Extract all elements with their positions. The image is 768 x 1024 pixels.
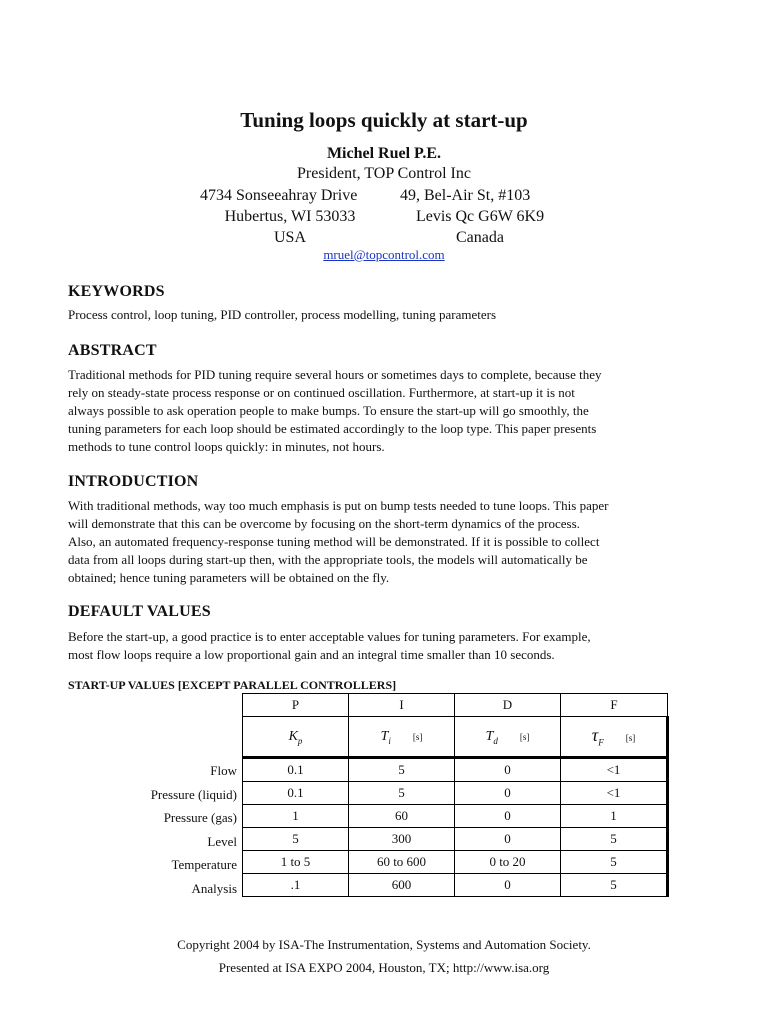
symbol-cell: [349, 717, 455, 758]
paper-title: Tuning loops quickly at start-up: [240, 108, 528, 132]
table-row: [243, 828, 668, 851]
row-label: Pressure (gas): [163, 810, 237, 825]
row-label: Analysis: [191, 880, 237, 896]
table-cell: 5: [561, 851, 668, 874]
text-line: Traditional methods for PID tuning require several hours or sometimes days to complete, because they: [68, 367, 602, 382]
row-label: Level: [207, 833, 237, 849]
table-row-labels: [100, 759, 237, 900]
table-row: [243, 851, 668, 874]
symbol: [381, 729, 391, 744]
copyright-notice: Copyright 2004 by ISA-The Instrumentation, Systems and Automation Society.: [177, 937, 591, 952]
table-cell: 0.1: [243, 782, 349, 805]
table-cell: 5: [243, 828, 349, 851]
table-row: [243, 874, 668, 897]
symbol-cell: [243, 717, 349, 758]
row-label: Temperature: [171, 857, 237, 872]
table-cell: 5: [349, 758, 455, 782]
author-name: Michel Ruel P.E.: [326, 145, 442, 162]
text-line: Also, an automated frequency-response tuning method will be demonstrated. If it is possible to collect: [68, 534, 600, 549]
unit-label: [s]: [519, 731, 530, 742]
address-line: USA: [273, 229, 306, 246]
default-values-body: [68, 628, 698, 664]
table-row: [243, 758, 668, 782]
address-usa: [200, 185, 380, 248]
table-cell: .1: [243, 874, 349, 897]
symbol-base: τ: [591, 725, 599, 746]
unit-label: [s]: [412, 731, 423, 742]
address-canada: [400, 185, 560, 248]
symbol: [486, 729, 498, 744]
table-cell: 5: [561, 828, 668, 851]
symbol-cell: [561, 717, 668, 758]
table-cell: 0 to 20: [455, 851, 561, 874]
address-line: Canada: [456, 229, 504, 246]
address-line: Hubertus, WI 53033: [224, 208, 356, 225]
text-line: data from all loops during start-up then, with the appropriate tools, the models will automatically be: [68, 552, 588, 567]
row-label: Pressure (liquid): [150, 786, 237, 802]
table-cell: 0: [455, 828, 561, 851]
table-cell: 60: [349, 805, 455, 828]
text-line: methods to tune control loops quickly: in minutes, not hours.: [68, 439, 385, 454]
symbol-cell: [455, 717, 561, 758]
table-cell: 0: [455, 758, 561, 782]
table-cell: <1: [561, 758, 668, 782]
column-header: F: [561, 694, 668, 717]
row-label: Flow: [210, 763, 237, 778]
default-values-heading: DEFAULT VALUES: [68, 603, 211, 620]
table-cell: 0: [455, 782, 561, 805]
table-caption: START-UP VALUES [EXCEPT PARALLEL CONTROLLERS]: [68, 678, 397, 692]
text-line: Before the start-up, a good practice is to enter acceptable values for tuning parameters. For example,: [68, 629, 591, 644]
table-row: [243, 782, 668, 805]
text-line: most flow loops require a low proportional gain and an integral time smaller than 10 seconds.: [68, 647, 555, 662]
table-symbol-row: [243, 717, 668, 758]
table-cell: <1: [561, 782, 668, 805]
introduction-body: [68, 497, 698, 587]
table-cell: 60 to 600: [349, 851, 455, 874]
text-line: rely on steady-state process response or on continued oscillation. Furthermore, at start-up it is not: [68, 385, 575, 400]
symbol-base: K: [288, 728, 298, 744]
author-role: President, TOP Control Inc: [297, 165, 471, 182]
abstract-body: [68, 366, 698, 456]
symbol-base: T: [485, 728, 494, 744]
table-cell: 600: [349, 874, 455, 897]
column-header: D: [455, 694, 561, 717]
symbol-base: T: [380, 728, 389, 744]
table-cell: 0: [455, 805, 561, 828]
text-line: obtained; hence tuning parameters will be obtained on the fly.: [68, 570, 390, 585]
symbol-subscript: d: [493, 735, 498, 746]
keywords-heading: KEYWORDS: [68, 283, 165, 300]
address-line: Levis Qc G6W 6K9: [415, 208, 545, 225]
symbol: [289, 729, 303, 744]
text-line: tuning parameters for each loop should be estimated accordingly to the loop type. This paper presents: [68, 421, 597, 436]
email-link[interactable]: mruel@topcontrol.com: [323, 247, 445, 262]
symbol-subscript: F: [598, 737, 604, 748]
introduction-heading: INTRODUCTION: [68, 473, 199, 490]
text-line: will demonstrate that this can be overcome by focusing on the short-term dynamics of the process.: [68, 516, 580, 531]
symbol: [591, 725, 604, 748]
table-cell: 300: [349, 828, 455, 851]
startup-values-table: [242, 693, 669, 897]
text-line: always possible to ask operation people to make bumps. To ensure the start-up will go smoothly, the: [68, 403, 589, 418]
abstract-heading: ABSTRACT: [68, 342, 157, 359]
table-header-row: [243, 694, 668, 717]
symbol-subscript: p: [297, 735, 303, 746]
column-header: I: [349, 694, 455, 717]
table-cell: 0.1: [243, 758, 349, 782]
presentation-notice: Presented at ISA EXPO 2004, Houston, TX; http://www.isa.org: [218, 960, 550, 975]
table-cell: 0: [455, 874, 561, 897]
symbol-subscript: i: [388, 735, 391, 746]
table-cell: 5: [349, 782, 455, 805]
keywords-body: Process control, loop tuning, PID controller, process modelling, tuning parameters: [68, 307, 497, 322]
column-header: P: [243, 694, 349, 717]
table-cell: 1 to 5: [243, 851, 349, 874]
address-line: 49, Bel-Air St, #103: [400, 187, 531, 204]
table-cell: 1: [561, 805, 668, 828]
unit-label: [s]: [625, 733, 636, 744]
table-row: [243, 805, 668, 828]
address-line: 4734 Sonseeahray Drive: [200, 187, 358, 204]
table-cell: 1: [243, 805, 349, 828]
text-line: With traditional methods, way too much emphasis is put on bump tests needed to tune loops. This paper: [68, 498, 609, 513]
table-cell: 5: [561, 874, 668, 897]
